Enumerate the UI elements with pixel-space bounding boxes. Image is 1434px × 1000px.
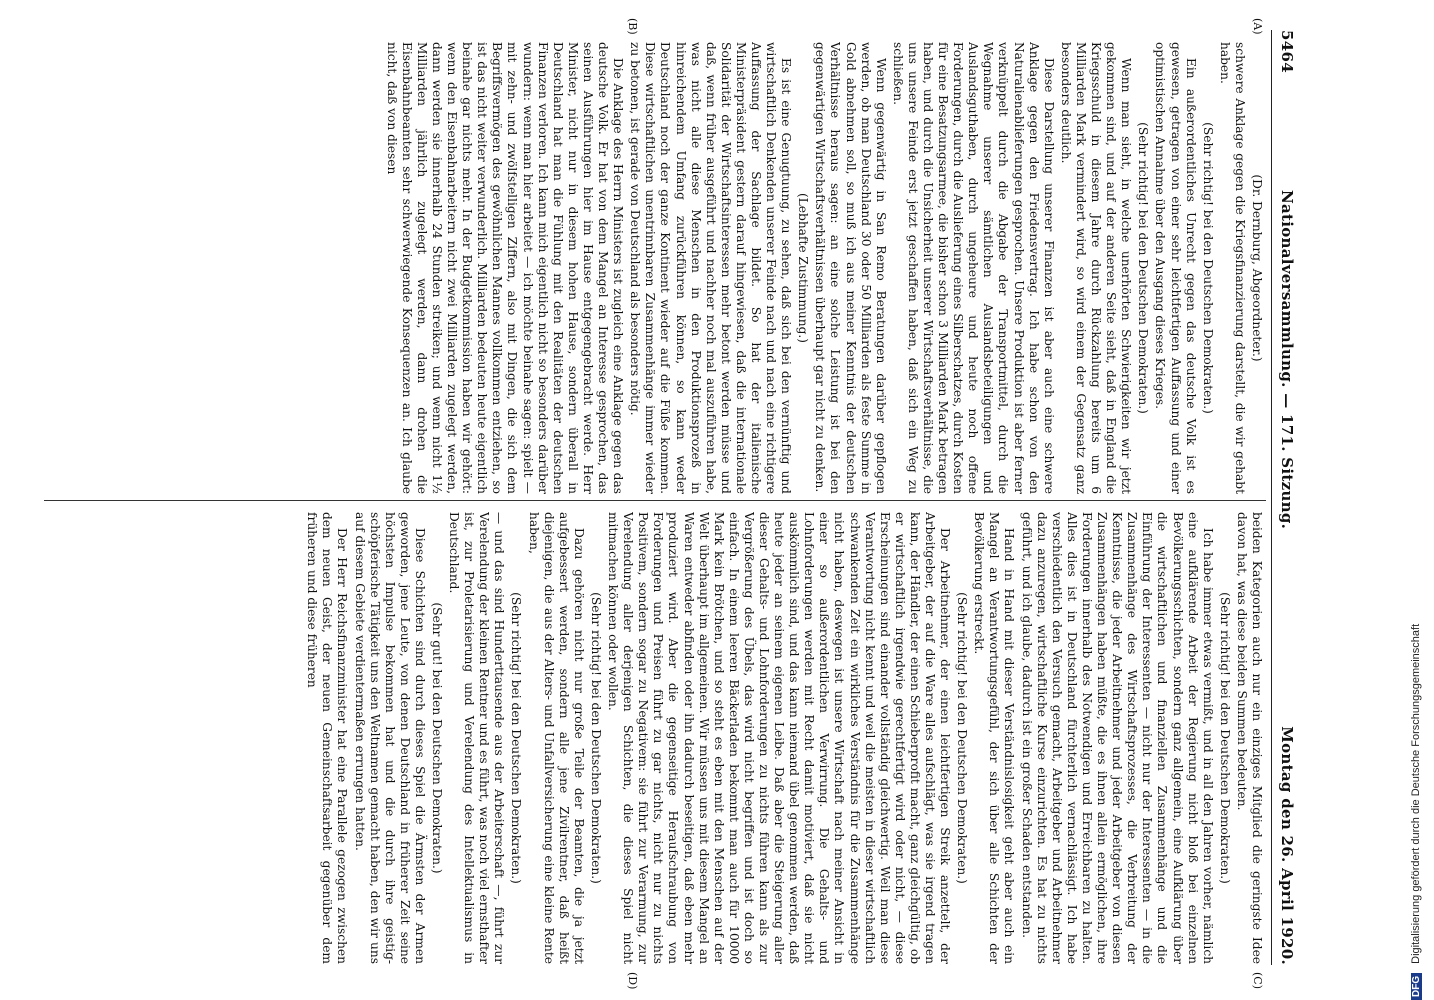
session-date: Montag den 26. April 1920. <box>1278 726 1296 965</box>
paragraph: Hand in Hand mit dieser Verständnislosigkeit geht aber auch ein Mangel an Verantwortungsgefühl, der sich über alle Schichten der Bevölkerung erstreckt. <box>972 512 1017 964</box>
funding-note: Digitalisierung gefördert durch die Deutsche Forschungsgemeinschaft <box>1410 623 1422 964</box>
paragraph: Diese Darstellung unserer Finanzen ist aber auch eine schwere Anklage gegen den Friedensvertrag. Ich habe schon von den Naturalienablieferungen gesprochen. Unsere Produktion ist aber ferner verknüppelt durch die Abgabe der Transportmittel, durch die Wegnahme unserer sämtlichen Auslandsbeteiligungen und Auslandsguthaben, durch ungeheure und heute noch offene Forderungen, durch die Auslieferung eines Silberschatzes, durch Kosten für eine Besatzungsarmee, die bisher schon 3 Milliarden Mark betragen haben, und durch die Unsicherheit unserer Wirtschaftsverhältnisse, die uns unsere Feinde erst jetzt geschaffen haben, daß sich ein Weg zu schließen. <box>890 42 1056 494</box>
margin-mark-d: (D) <box>626 972 639 990</box>
left-column <box>42 42 1264 494</box>
paragraph: Ich habe immer etwas vermißt, und in all den Jahren vorher, nämlich eine aufklärende Arbeit der Regierung nicht bloß bei einzelnen Bevölkerungsschichten, sondern ganz allgemein, eine Aufklärung über die wirtschaftlichen und finanziellen Zusammenhänge und die Einführung der Interessenten — nicht nur der Interessenten — in die Zusammenhänge des Wirtschaftsprozesses, die Verbreitung der Kenntnisse, die jeder Arbeitnehmer und jeder Arbeitgeber von diesen Zusammenhängen haben müßte, die es ihnen allein ermöglichen, ihre Forderungen innerhalb des Notwendigen und Erreichbaren zu halten. Alles dies ist in Deutschland fürchterlich vernachlässigt. Ich habe verschiedentlich den Versuch gemacht, Arbeitgeber und Arbeitnehmer dazu anzuregen, wirtschaftliche Kurse einzurichten. Es hat zu nichts geführt, und ich glaube, dadurch ist ein großer Schaden entstanden. <box>1019 512 1215 964</box>
speaker-line: (Dr. Dernburg, Abgeordneter.) <box>1250 174 1264 362</box>
paragraph: schwere Anklage gegen die Kriegsfinanzierung darstellt, die wir gehabt haben. <box>1217 42 1247 494</box>
interjection: (Sehr richtig! bei den Deutschen Demokraten.) <box>588 592 603 884</box>
page-header <box>1274 30 1296 965</box>
dfg-logo: DFG <box>1411 973 1422 1000</box>
interjection: (Sehr richtig! bei den Deutschen Demokraten.) <box>1217 592 1232 884</box>
paragraph: Der Herr Reichsfinanzminister hat eine Parallele gezogen zwischen dem neuen Geist, der neuen Gemeinschaftsarbeit gegenüber dem früheren und diese früheren <box>305 512 350 964</box>
paragraph: Dazu gehören nicht nur große Teile der Beamten, die ja jetzt aufgebessert werden, sondern alle jene Zivilrentner, daß heißt diejenigen, die aus der Alters- und Unfallversicherung eine kleine Rente haben, <box>526 512 586 964</box>
interjection: (Sehr richtig! bei den Deutschen Demokraten.) <box>955 592 970 884</box>
column-divider <box>44 500 1266 501</box>
interjection: (Sehr gut! bei den Deutschen Demokraten.) <box>430 602 445 874</box>
paragraph: Es ist eine Genugtuung, zu sehen, daß sich bei den vernünftig und wirtschaftlich Denkenden unserer Feinde nach und nach eine richtigere Auffassung der Sachlage bildet. So hat der italienische Ministerpräsident gestern darauf hingewiesen, daß die internationale Solidarität der Wirtschaftsinteressen mehr betont werden müsse und daß, wenn früher ausgeführt und nachher noch mal auszuführen habe, was nicht alle diese Menschen in den Produktionsprozeß in hinreichendem Umfang zurückführen können, so kann weder Deutschland noch der ganze Kontinent wieder auf die Füße kommen. Diese wirtschaftlichen unentrinnbaren Zusammenhänge immer wieder zu betonen, ist gerade von Deutschland als besonders nötig. <box>628 42 794 494</box>
paragraph: Wenn man sieht, in welche unerhörten Schwierigkeiten wir jetzt gekommen sind, und auf der anderen Seite sieht, daß in England die Kriegsschuld in diesem Jahre durch Rückzahlung bereits um 6 Milliarden Mark vermindert wird, so wird einem der Gegensatz ganz besonders deutlich. <box>1058 42 1134 494</box>
header-rule <box>1271 30 1272 965</box>
funding-footer <box>1410 10 1428 1000</box>
paragraph: Ein außerordentliches Unrecht gegen das deutsche Volk ist es gewesen, getragen von einer sehr leichtfertigen Auffassung und einer optimistischen Annahme über den Ausgang dieses Krieges. <box>1153 42 1198 494</box>
paragraph: Wenn gegenwärtig in San Remo Beratungen darüber gepflogen werden, ob man Deutschland 30 oder 50 Milliarden als feste Summe in Gold abnehmen soll, so muß ich aus meiner Kenntnis der deutschen Verhältnisse heraus sagen: an eine solche Leistung ist bei den gegenwärtigen Wirtschaftsverhältnissen überhaupt gar nicht zu denken. <box>813 42 888 494</box>
page-number: 5464 <box>1278 30 1296 73</box>
interjection: (Sehr richtig! bei den Deutschen Demokraten.) <box>1136 122 1151 414</box>
interjection: (Sehr richtig! bei den Deutschen Demokraten.) <box>1200 122 1215 414</box>
interjection: (Sehr richtig! bei den Deutschen Demokraten.) <box>509 592 524 884</box>
paragraph: Diese Schichten sind durch dieses Spiel die Ärmsten der Armen geworden, jene Leute, von denen Deutschland in früherer Zeit seine höchsten Impulse bekommen hat und die durch ihre geistig-schöpferische Tätigkeit uns den Weltnamen gemacht haben, den wir uns auf diesem Gebiete verdientermaßen errungen hatten. <box>352 512 427 964</box>
margin-mark-c: (C) <box>1251 972 1264 989</box>
paragraph: beiden Kategorien auch nur ein einziges Mitglied die geringste Idee davon hat, was diese beiden Summen bedeuten. <box>1234 512 1264 964</box>
interjection: (Lebhafte Zustimmung.) <box>796 192 811 344</box>
paragraph: — und das sind Hunderttausende aus der Arbeiterschaft —, führt zur Verelendung der kleinen Rentner und es führt, was noch viel ernsthafter ist, zur Proletarisierung und Verelendung des Intellektualismus in Deutschland. <box>447 512 507 964</box>
paragraph: Die Anklage des Herrn Ministers ist zugleich eine Anklage gegen das deutsche Volk. Er hat von dem Mangel an Interesse gesprochen, das seinen Ausführungen hier im Hause entgegengebracht werde. Herr Minister, nicht nur in diesem hohen Hause, sondern überall in Deutschland hat man die Fühlung mit den Realitäten der deutschen Finanzen verloren. Ich kann mich eigentlich nicht so besonders darüber wundern: wenn man hier arbeitet — ich möchte beinahe sagen: spielt — mit zehn- und zwölfstelligen Ziffern, also mit Dingen, die sich dem Begriffsvermögen des gewöhnlichen Mannes vollkommen entziehen, so ist das nicht weiter verwunderlich. Milliarden bedeuten heute eigentlich beinahe gar nichts mehr. In der Budgetkommission haben wir gehört: wenn den Eisenbahnarbeitern nicht zwei Milliarden zugelegt werden, dann werden sie innerhalb 24 Stunden streiken; und wenn nicht 1½ Milliarden jährlich zugelegt werden, dann drohen die Eisenbahnbeamten sehr schwerwiegende Konsequenzen an. Ich glaube nicht, daß von diesen <box>384 42 626 494</box>
margin-mark-b: (B) <box>626 18 639 35</box>
right-column <box>42 512 1264 964</box>
margin-mark-a: (A) <box>1251 18 1264 35</box>
page-title: Nationalversammlung. — 171. Sitzung. <box>1278 190 1296 530</box>
paragraph: Der Arbeitnehmer, der einen leichtfertigen Streik anzettelt, der Arbeitgeber, der auf die Ware alles aufschlägt, was sie irgend tragen kann, der Händler, der einen Schieberprofit macht, ganz gleichgültig, ob er wirtschaftlich irgendwie gerechtfertigt wird oder nicht, — diese Erscheinungen sind einander vollständig gleichwertig. Weil man diese Verantwortung nicht kennt und weil die meisten in dieser wirtschaftlich schwankenden Zeit ein wirkliches Verständnis für die Zusammenhänge nicht haben, deswegen ist unsere Wirtschaft nach meiner Ansicht in einer so außerordentlichen Verwirrung. Die Gehalts- und Lohnforderungen werden mit Recht damit motiviert, daß sie nicht auskömmlich sind, und das kann niemand übel genommen werden, daß heute jeder an seinem eigenen Leibe. Daß aber die Steigerung aller dieser Gehalts- und Lohnforderungen zu nichts führen kann als zur Vergrößerung des Übels, das wird nicht begriffen und ist doch so einfach. In einem leeren Bäckerladen bekommt man auch für 10000 Mark kein Brötchen, und so steht es eben mit den Menschen auf der Welt überhaupt im allgemeinen. Wir müssen uns mit diesem Mangel an Waren entweder abfinden oder ihn dadurch beseitigen, daß eben mehr produziert wird. Aber die gegenseitige Heraufschraubung von Forderungen und Preisen führt zu gar nichts, nicht nur zu nichts Positivem, sondern sogar zu Negativem: sie führt zur Verarmung, zur Verelendung aller derjenigen Schichten, die dieses Spiel nicht mitmachen können oder wollen. <box>606 512 953 964</box>
